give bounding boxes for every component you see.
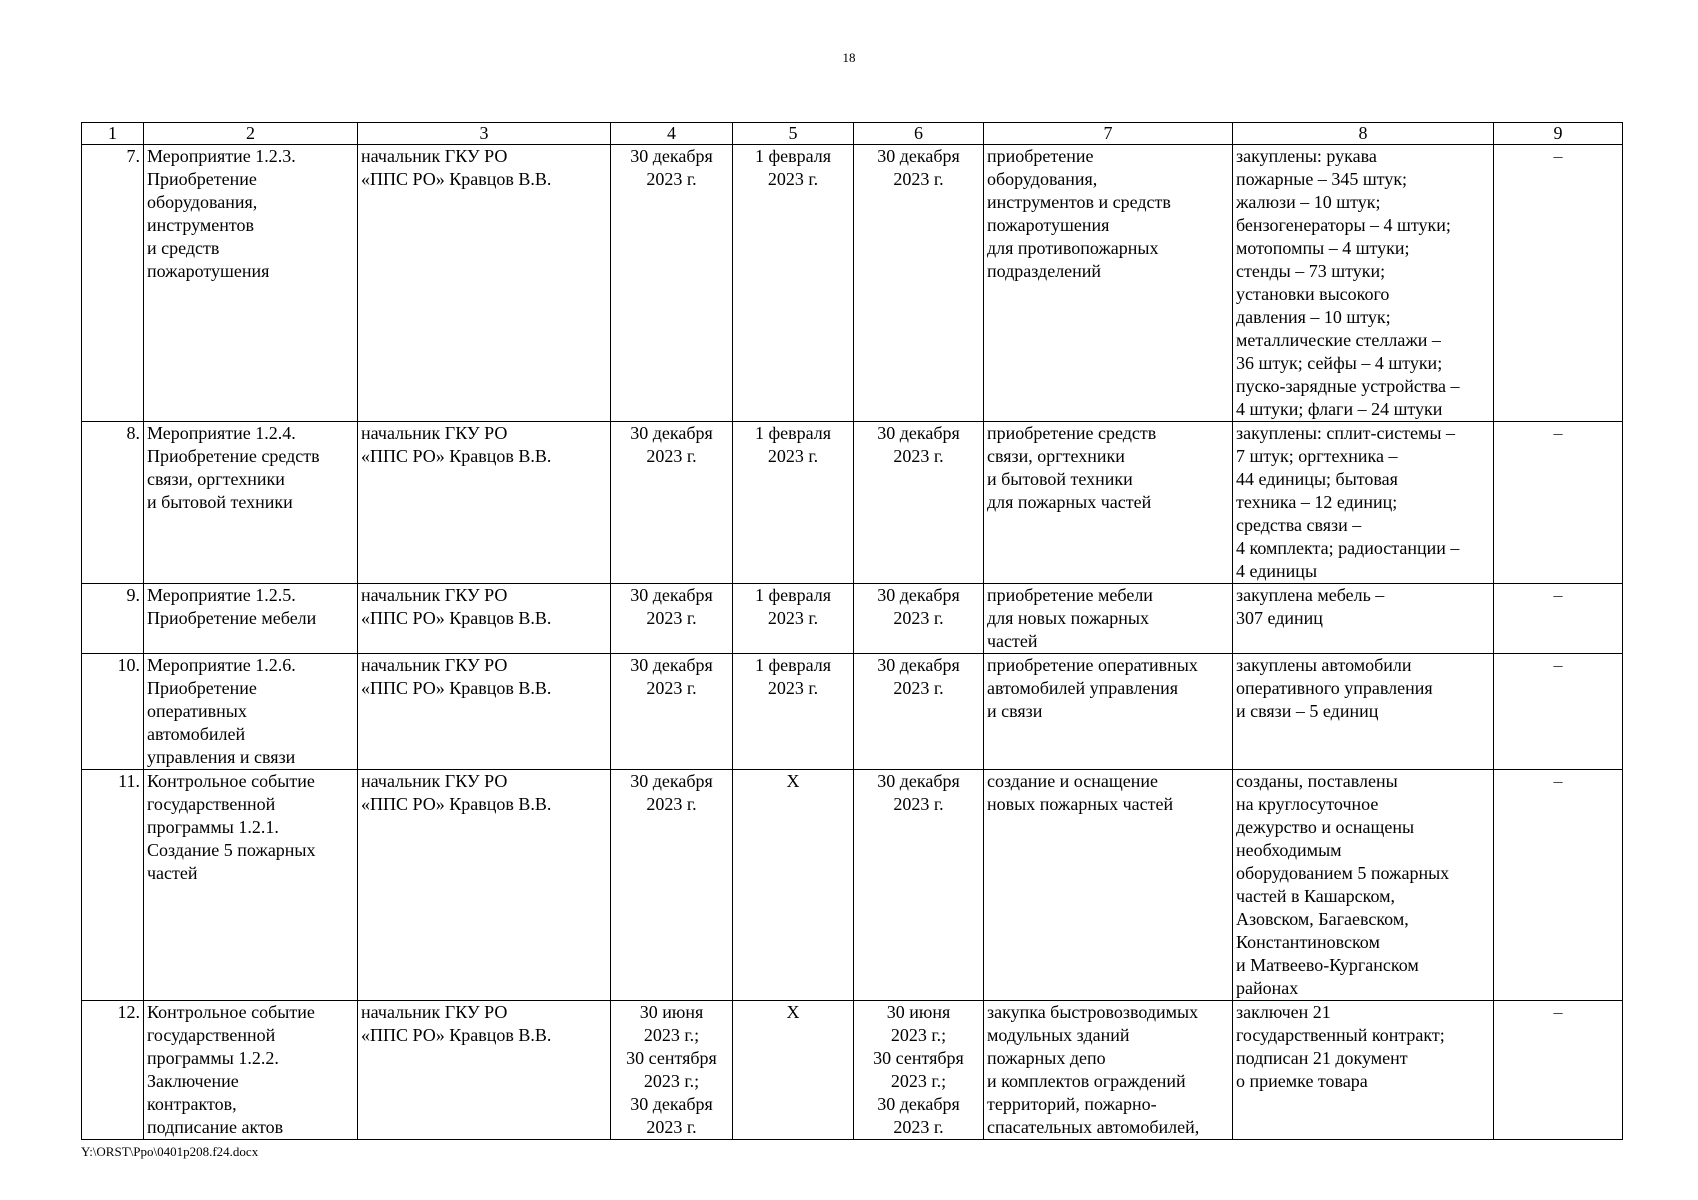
table-row bbox=[82, 422, 1623, 584]
actual-date: 30 декабря 2023 г. bbox=[854, 422, 984, 584]
row-number: 9. bbox=[82, 584, 144, 654]
expected-result: приобретение оборудования, инструментов и средств пожаротушения для противопожарных подразделений bbox=[984, 145, 1233, 422]
actual-date: 30 декабря 2023 г. bbox=[854, 584, 984, 654]
table-row bbox=[82, 145, 1623, 422]
table-row bbox=[82, 770, 1623, 1001]
plan-date: 30 июня 2023 г.; 30 сентября 2023 г.; 30 декабря 2023 г. bbox=[611, 1001, 733, 1140]
actual-date: 30 декабря 2023 г. bbox=[854, 145, 984, 422]
row-number: 12. bbox=[82, 1001, 144, 1140]
column-header: 6 bbox=[854, 123, 984, 145]
start-date: 1 февраля 2023 г. bbox=[733, 654, 854, 770]
achieved-result: закуплены автомобили оперативного управления и связи – 5 единиц bbox=[1233, 654, 1494, 770]
column-header: 7 bbox=[984, 123, 1233, 145]
column-header: 5 bbox=[733, 123, 854, 145]
responsible: начальник ГКУ РО «ППС РО» Кравцов В.В. bbox=[358, 145, 611, 422]
column-header: 1 bbox=[82, 123, 144, 145]
plan-date: 30 декабря 2023 г. bbox=[611, 584, 733, 654]
expected-result: приобретение оперативных автомобилей управления и связи bbox=[984, 654, 1233, 770]
achieved-result: закуплены: рукава пожарные – 345 штук; жалюзи – 10 штук; бензогенераторы – 4 штуки; мотопомпы – 4 штуки; стенды – 73 штуки; установки высокого давления – 10 штук; металлические стеллажи – 36 штук; сейфы – 4 штуки; пуско-зарядные устройства – 4 штуки; флаги – 24 штуки bbox=[1233, 145, 1494, 422]
note: – bbox=[1494, 145, 1623, 422]
note: – bbox=[1494, 422, 1623, 584]
actual-date: 30 декабря 2023 г. bbox=[854, 770, 984, 1001]
start-date: 1 февраля 2023 г. bbox=[733, 422, 854, 584]
achieved-result: закуплены: сплит-системы – 7 штук; оргтехника – 44 единицы; бытовая техника – 12 единиц; средства связи – 4 комплекта; радиостанции – 4 единицы bbox=[1233, 422, 1494, 584]
actual-date: 30 декабря 2023 г. bbox=[854, 654, 984, 770]
footer-file-path: Y:\ORST\Ppo\0401p208.f24.docx bbox=[81, 1144, 259, 1159]
plan-date: 30 декабря 2023 г. bbox=[611, 654, 733, 770]
achieved-result: заключен 21 государственный контракт; подписан 21 документ о приемке товара bbox=[1233, 1001, 1494, 1140]
row-number: 11. bbox=[82, 770, 144, 1001]
responsible: начальник ГКУ РО «ППС РО» Кравцов В.В. bbox=[358, 654, 611, 770]
responsible: начальник ГКУ РО «ППС РО» Кравцов В.В. bbox=[358, 422, 611, 584]
expected-result: закупка быстровозводимых модульных зданий пожарных депо и комплектов ограждений территорий, пожарно- спасательных автомобилей, bbox=[984, 1001, 1233, 1140]
responsible: начальник ГКУ РО «ППС РО» Кравцов В.В. bbox=[358, 770, 611, 1001]
row-number: 7. bbox=[82, 145, 144, 422]
column-header: 3 bbox=[358, 123, 611, 145]
achieved-result: закуплена мебель – 307 единиц bbox=[1233, 584, 1494, 654]
start-date: Х bbox=[733, 770, 854, 1001]
event-name: Мероприятие 1.2.6. Приобретение оперативных автомобилей управления и связи bbox=[144, 654, 358, 770]
achieved-result: созданы, поставлены на круглосуточное дежурство и оснащены необходимым оборудованием 5 пожарных частей в Кашарском, Азовском, Багаевском, Константиновском и Матвеево-Курганском районах bbox=[1233, 770, 1494, 1001]
note: – bbox=[1494, 584, 1623, 654]
plan-date: 30 декабря 2023 г. bbox=[611, 770, 733, 1001]
start-date: 1 февраля 2023 г. bbox=[733, 145, 854, 422]
page-number: 18 bbox=[842, 50, 856, 65]
column-header: 8 bbox=[1233, 123, 1494, 145]
actual-date: 30 июня 2023 г.; 30 сентября 2023 г.; 30 декабря 2023 г. bbox=[854, 1001, 984, 1140]
expected-result: создание и оснащение новых пожарных частей bbox=[984, 770, 1233, 1001]
expected-result: приобретение мебели для новых пожарных частей bbox=[984, 584, 1233, 654]
responsible: начальник ГКУ РО «ППС РО» Кравцов В.В. bbox=[358, 584, 611, 654]
table-row bbox=[82, 1001, 1623, 1140]
event-name: Контрольное событие государственной программы 1.2.1. Создание 5 пожарных частей bbox=[144, 770, 358, 1001]
event-name: Мероприятие 1.2.5. Приобретение мебели bbox=[144, 584, 358, 654]
row-number: 8. bbox=[82, 422, 144, 584]
note: – bbox=[1494, 1001, 1623, 1140]
column-header: 2 bbox=[144, 123, 358, 145]
column-number-row bbox=[82, 123, 1623, 145]
column-header: 9 bbox=[1494, 123, 1623, 145]
start-date: 1 февраля 2023 г. bbox=[733, 584, 854, 654]
column-header: 4 bbox=[611, 123, 733, 145]
responsible: начальник ГКУ РО «ППС РО» Кравцов В.В. bbox=[358, 1001, 611, 1140]
table-row bbox=[82, 584, 1623, 654]
event-name: Мероприятие 1.2.3. Приобретение оборудования, инструментов и средств пожаротушения bbox=[144, 145, 358, 422]
note: – bbox=[1494, 770, 1623, 1001]
start-date: Х bbox=[733, 1001, 854, 1140]
events-table bbox=[81, 122, 1623, 1140]
event-name: Контрольное событие государственной программы 1.2.2. Заключение контрактов, подписание актов bbox=[144, 1001, 358, 1140]
event-name: Мероприятие 1.2.4. Приобретение средств связи, оргтехники и бытовой техники bbox=[144, 422, 358, 584]
row-number: 10. bbox=[82, 654, 144, 770]
plan-date: 30 декабря 2023 г. bbox=[611, 422, 733, 584]
note: – bbox=[1494, 654, 1623, 770]
table-row bbox=[82, 654, 1623, 770]
expected-result: приобретение средств связи, оргтехники и бытовой техники для пожарных частей bbox=[984, 422, 1233, 584]
plan-date: 30 декабря 2023 г. bbox=[611, 145, 733, 422]
